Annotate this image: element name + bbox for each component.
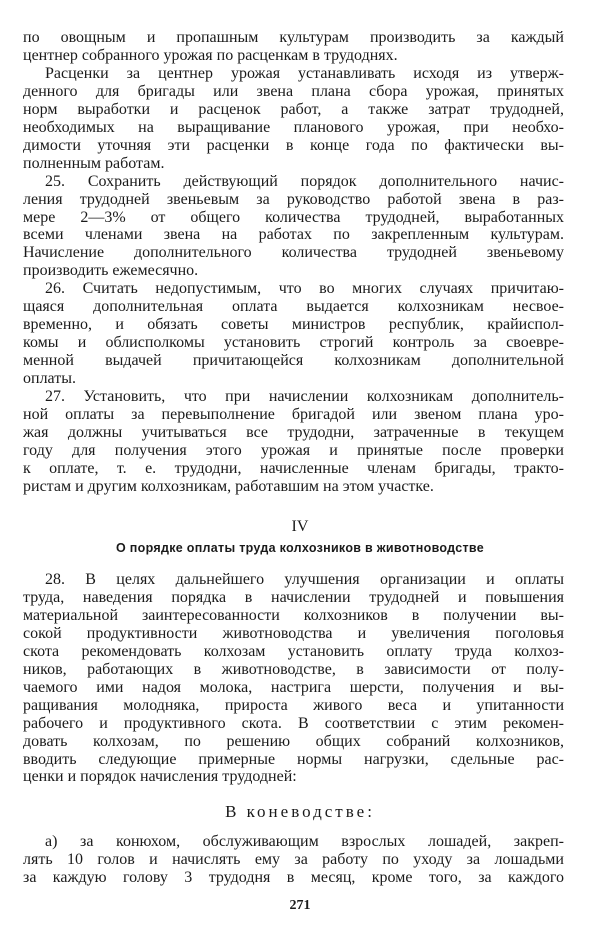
text-line: денного для бригады или звена плана сбора урожая, принятых xyxy=(23,82,564,100)
text-line: 28. В целях дальнейшего улучшения организации и оплаты xyxy=(45,571,564,588)
text-line: необходимых на выращивание планового урожая, при необхо- xyxy=(23,118,564,136)
text-line: 27. Установить, что при начислении колхозникам дополнитель- xyxy=(45,388,564,405)
text-line: году для получения этого урожая и принятые после проверки xyxy=(23,441,564,459)
text-line: производить ежемесячно. xyxy=(23,262,199,280)
text-line: ников, работающих в животноводстве, в зависимости от полу- xyxy=(23,660,564,678)
text-line: а) за конюхом, обслуживающим взрослых лошадей, закреп- xyxy=(45,833,564,850)
text-line: жая должны учитываться все трудодни, затраченные в текущем xyxy=(23,423,564,441)
text-line: оплаты. xyxy=(23,370,76,388)
text-line: ращивания молодняка, прироста живого веса и упитанности xyxy=(23,696,564,714)
text-line: ления трудодней звеньевым за руководство работой звена в раз- xyxy=(23,190,564,208)
text-line: димости уточняя эти расценки в конце года по фактически вы- xyxy=(23,136,564,154)
text-line: полненным работам. xyxy=(23,154,165,172)
text-line: временно, и обязать советы министров республик, крайиспол- xyxy=(23,316,564,334)
text-line: Начисление дополнительного количества трудодней звеньевому xyxy=(23,244,564,262)
text-line: 25. Сохранить действующий порядок дополнительного начис- xyxy=(45,172,564,190)
text-line: скота рекомендовать колхозам установить оплату труда колхоз- xyxy=(23,642,564,660)
section-heading: О порядке оплаты труда колхозников в животноводстве xyxy=(116,541,484,555)
text-line: Расценки за центнер урожая устанавливать исходя из утверж- xyxy=(45,64,564,82)
subheading: В коневодстве: xyxy=(225,802,375,821)
text-line: ристам и другим колхозникам, работавшим на этом участке. xyxy=(23,477,434,495)
text-line: 26. Считать недопустимым, что во многих случаях причитаю- xyxy=(45,280,564,298)
text-line: лять 10 голов и начислять ему за работу по уходу за лошадьми xyxy=(23,850,564,868)
text-line: чаемого ими надоя молока, настрига шерсти, получения и вы- xyxy=(23,678,564,696)
text-line: ценки и порядок начисления трудодней: xyxy=(23,768,297,786)
text-line: менной выдачей причитающейся колхозникам дополнительной xyxy=(23,352,564,370)
text-line: довать колхозам, по решению общих собраний колхозников, xyxy=(23,732,564,750)
text-line: труда, наведения порядка в начислении трудодней и повышения xyxy=(23,588,564,606)
text-line: вводить следующие примерные нормы нагрузки, сдельные рас- xyxy=(23,750,564,768)
text-line: по овощным и пропашным культурам производить за каждый xyxy=(23,29,564,46)
section-number: IV xyxy=(291,518,309,535)
text-line: сокой продуктивности животноводства и увеличения поголовья xyxy=(23,624,564,642)
text-line: комы и облисполкомы установить строгий контроль за своевре- xyxy=(23,334,564,352)
text-line: за каждую голову 3 трудодня в месяц, кроме того, за каждого xyxy=(23,868,564,886)
text-line: материальной заинтересованности колхозников в получении вы- xyxy=(23,606,564,624)
text-line: всеми членами звена на работах по закрепленным культурам. xyxy=(23,226,564,244)
text-line: центнер собранного урожая по расценкам в трудоднях. xyxy=(23,46,398,64)
text-line: норм выработки и расценок работ, а также затрат трудодней, xyxy=(23,100,564,118)
text-line: мере 2—3% от общего количества трудодней, выработанных xyxy=(23,208,564,226)
text-line: к оплате, т. е. трудодни, начисленные членам бригады, тракто- xyxy=(23,459,564,477)
text-line: щаяся дополнительная оплата выдается колхозникам несвое- xyxy=(23,298,564,316)
text-line: рабочего и продуктивного скота. В соответствии с этим рекомен- xyxy=(23,714,564,732)
page-number: 271 xyxy=(289,898,311,913)
text-line: ной оплаты за перевыполнение бригадой или звеном плана уро- xyxy=(23,405,564,423)
